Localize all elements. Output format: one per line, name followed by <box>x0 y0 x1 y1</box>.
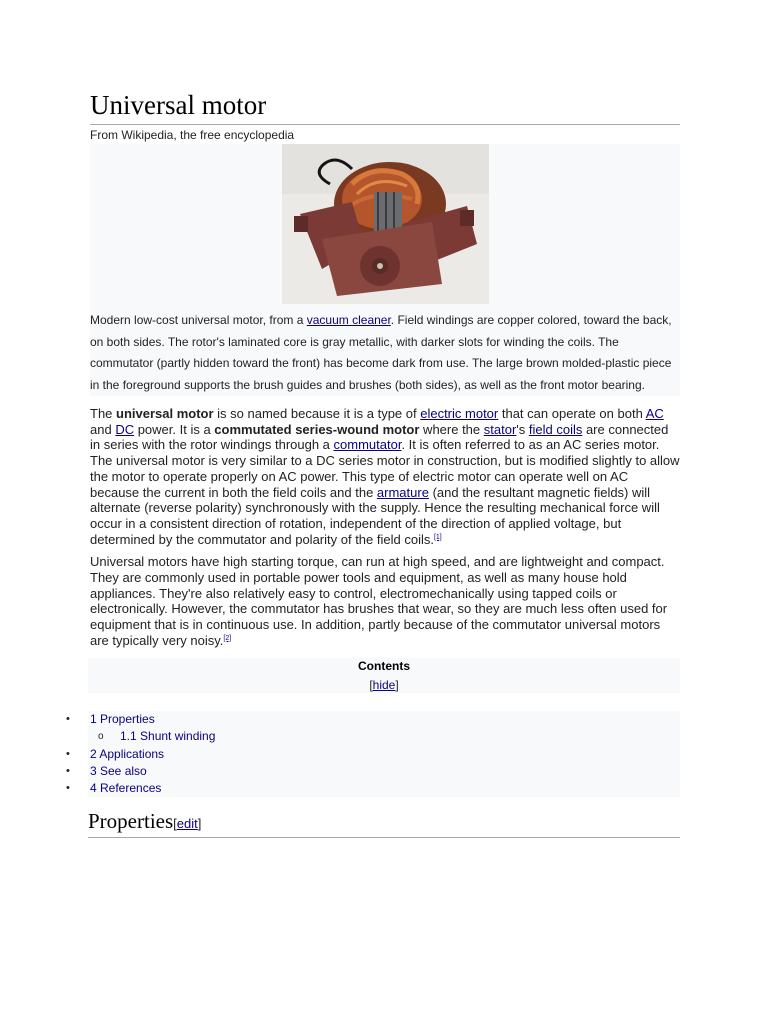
section-heading-properties <box>88 808 680 838</box>
text: 's <box>516 421 529 437</box>
toc-hide-link[interactable]: hide <box>372 678 396 692</box>
figure <box>90 144 680 396</box>
toc-list <box>66 711 680 797</box>
bracket: [ <box>173 816 177 831</box>
bold-term: commutated series-wound motor <box>214 421 420 437</box>
text: The <box>90 406 117 421</box>
bullet-icon: • <box>66 713 70 725</box>
section-title: Properties <box>88 809 174 833</box>
text: . It is often referred to as an AC series motor. The universal motor is very similar to a DC series motor in construction, but is modified slightly to allow the motor to operate properly on AC power. This type of electric motor can operate well on AC because the current in both the field coils and the <box>90 437 680 500</box>
reference-link-2[interactable]: [2] <box>223 634 232 642</box>
toc-link-see-also[interactable]: 3 See also <box>90 763 147 778</box>
text: that can operate on both <box>498 406 646 421</box>
motor-photo[interactable] <box>282 144 489 304</box>
tagline: From Wikipedia, the free encyclopedia <box>90 128 295 142</box>
link-electric-motor[interactable]: electric motor <box>420 406 499 421</box>
paragraph-intro <box>90 406 680 547</box>
page-title: Universal motor <box>90 88 680 125</box>
toc-item <box>66 780 680 797</box>
text: (and the resultant magnetic fields) will alternate (reverse polarity) synchronously with the supply. Hence the resulting mechanical force will occur in a consistent direction of rotation, independent of the direction of applied voltage, but determined by the commutator and polarity of the field coils. <box>90 484 660 547</box>
link-armature[interactable]: armature <box>376 484 429 500</box>
toc-box <box>88 658 680 693</box>
toc-title: Contents <box>358 659 410 673</box>
toc-item <box>88 728 680 745</box>
toc-link-shunt-winding[interactable]: 1.1 Shunt winding <box>120 729 216 744</box>
bracket: [ <box>369 678 373 692</box>
link-field-coils[interactable]: field coils <box>528 421 583 437</box>
figure-caption <box>90 304 680 396</box>
toc-hide-toggle <box>88 677 680 693</box>
link-ac[interactable]: AC <box>645 406 664 421</box>
text: and <box>90 421 116 437</box>
link-stator[interactable]: stator <box>483 421 517 437</box>
bold-term: universal motor <box>116 406 214 421</box>
bracket: ] <box>395 678 399 692</box>
toc-link-properties[interactable]: 1 Properties <box>90 712 155 726</box>
text: Universal motors have high starting torque, can run at high speed, and are lightweight and compact. They are commonly used in portable power tools and equipment, as well as many house hold appliances. They're also relatively easy to control, electromechanically using tapped coils or electronically. However, the commutator has brushes that wear, so they are much less often used for equipment that is in continuous use. In addition, partly because of the commutator universal motors are typically very noisy. <box>90 554 668 648</box>
bullet-icon: • <box>66 764 70 777</box>
text: power. It is a <box>134 421 215 437</box>
text: is so named because it is a type of <box>213 406 421 421</box>
sub-bullet-icon: o <box>98 731 104 743</box>
paragraph-uses <box>90 554 680 648</box>
link-dc[interactable]: DC <box>115 421 135 437</box>
toc-link-references[interactable]: 4 References <box>90 781 162 796</box>
reference-link-1[interactable]: [1] <box>433 533 442 541</box>
text: where the <box>419 421 484 437</box>
toc-item <box>66 711 680 728</box>
toc-link-applications[interactable]: 2 Applications <box>90 746 165 761</box>
text: are connected in series with the rotor windings through a <box>90 421 669 453</box>
caption-text: . Field windings are copper colored, toward the back, on both sides. The rotor's laminated core is gray metallic, with darker slots for winding the coils. The commutator (partly hidden toward the front) has become dark from use. The large brown molded-plastic piece in the foreground supports the brush guides and brushes (both sides), as well as the front motor bearing. <box>90 313 672 392</box>
edit-link[interactable]: edit <box>176 816 198 831</box>
toc-item <box>66 763 680 780</box>
bullet-icon: • <box>66 747 70 760</box>
caption-text: Modern low-cost universal motor, from a <box>90 313 307 327</box>
edit-section <box>173 816 201 831</box>
link-commutator[interactable]: commutator <box>333 437 402 453</box>
article <box>90 88 680 649</box>
toc-item <box>66 746 680 763</box>
bracket: ] <box>197 816 202 831</box>
bullet-icon: • <box>66 782 70 795</box>
link-vacuum-cleaner[interactable]: vacuum cleaner <box>306 313 391 327</box>
